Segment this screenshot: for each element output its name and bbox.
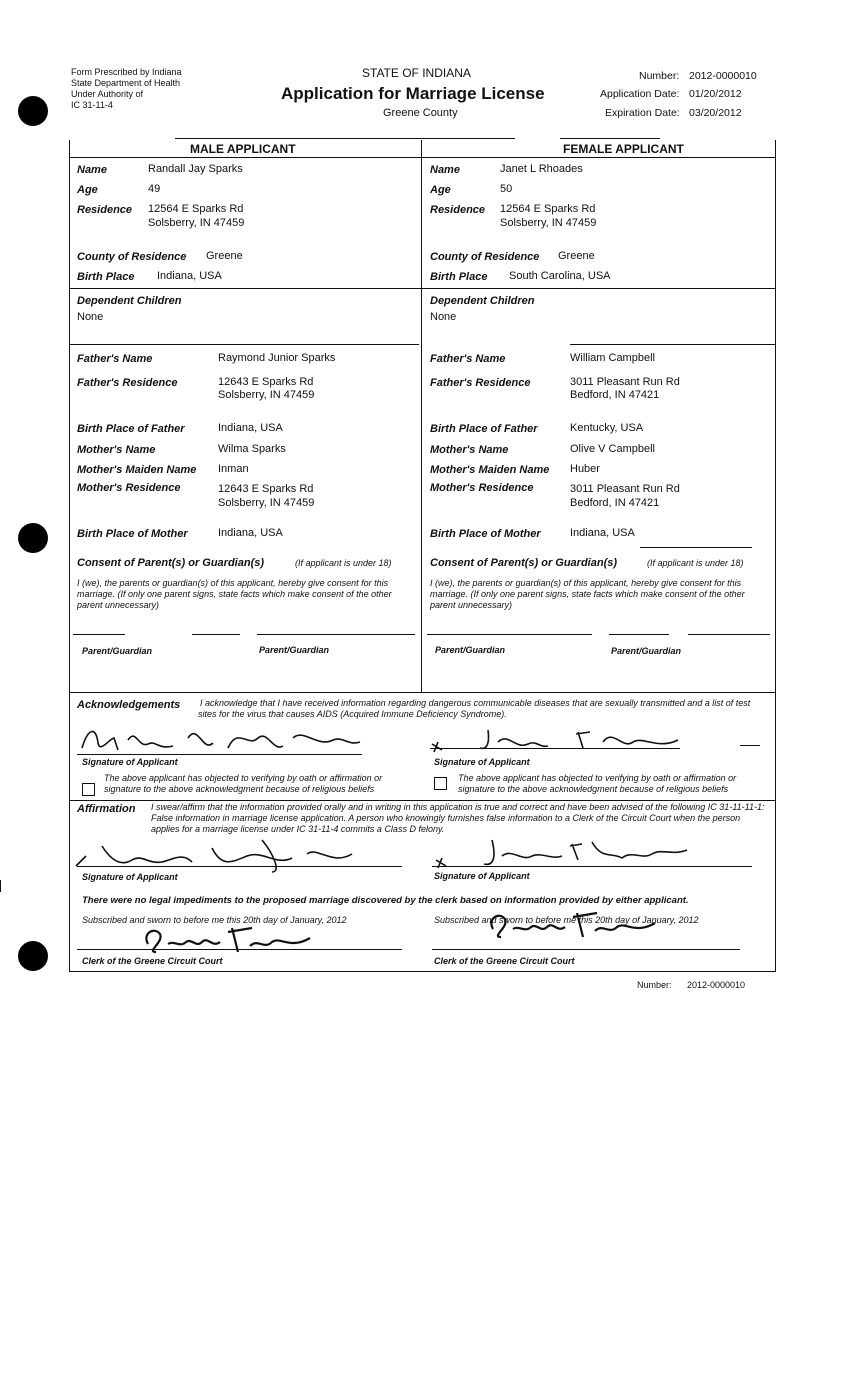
male-name-value: Randall Jay Sparks xyxy=(148,163,243,175)
female-parent-guardian-2: Parent/Guardian xyxy=(611,646,682,656)
male-father-res-line2: Solsberry, IN 47459 xyxy=(218,389,315,401)
prescribed-line: Form Prescribed by Indiana xyxy=(71,67,182,77)
male-father-res-line1: 12643 E Sparks Rd xyxy=(218,376,314,388)
male-birthplace-label: Birth Place xyxy=(77,271,135,283)
male-consent-text: I (we), the parents or guardian(s) of this applicant, hereby give consent for this marriage. (If only one parent signs, state facts which make consent of the other parent unnecessary) xyxy=(77,578,392,610)
ack-title: Acknowledgements xyxy=(77,699,181,711)
male-age-value: 49 xyxy=(148,183,161,195)
male-dependent-label: Dependent Children xyxy=(77,295,182,307)
female-mother-res-label: Mother's Residence xyxy=(430,482,534,494)
male-name-label: Name xyxy=(77,164,107,176)
female-ack-signature xyxy=(428,720,688,756)
male-mother-maiden-label: Mother's Maiden Name xyxy=(77,464,197,476)
footer-number-value: 2012-0000010 xyxy=(687,980,746,990)
female-subscribed-text: Subscribed and sworn to before me this 20th day of January, 2012 xyxy=(434,915,699,925)
male-affirmation-signature xyxy=(72,832,362,876)
female-bp-father-value: Kentucky, USA xyxy=(570,422,644,434)
expiration-date-value: 03/20/2012 xyxy=(689,107,742,119)
male-bp-father-label: Birth Place of Father xyxy=(77,423,185,435)
female-affirmation-sig-label: Signature of Applicant xyxy=(434,871,530,881)
punch-hole xyxy=(18,523,48,553)
male-county-value: Greene xyxy=(206,250,243,262)
male-bp-mother-value: Indiana, USA xyxy=(218,527,283,539)
ack-text: I acknowledge that I have received information regarding dangerous communicable diseases that are sexually transmitted and a list of test sites for the virus that causes AIDS (Acquired Immune Deficiency Syndrome). xyxy=(198,698,751,719)
prescribed-block xyxy=(71,67,182,111)
female-dependent-value: None xyxy=(430,311,457,323)
female-bp-mother-label: Birth Place of Mother xyxy=(430,528,541,540)
male-birthplace-value: Indiana, USA xyxy=(157,270,222,282)
male-objection-checkbox[interactable] xyxy=(82,783,95,796)
female-residence-line2: Solsberry, IN 47459 xyxy=(500,217,597,229)
prescribed-line: IC 31-11-4 xyxy=(71,100,113,110)
female-father-name-value: William Campbell xyxy=(570,352,655,364)
prescribed-line: State Department of Health xyxy=(71,78,181,88)
female-affirmation-signature xyxy=(432,830,692,874)
state-label: STATE OF INDIANA xyxy=(362,66,471,80)
female-residence-label: Residence xyxy=(430,204,486,216)
female-residence-line1: 12564 E Sparks Rd xyxy=(500,203,596,215)
female-parent-guardian-1: Parent/Guardian xyxy=(435,645,506,655)
female-name-value: Janet L Rhoades xyxy=(500,163,583,175)
male-father-res-label: Father's Residence xyxy=(77,377,178,389)
affirmation-text: I swear/affirm that the information provided orally and in writing in this application is true and correct and have been advised of the following IC 31-11-11-1: False information in marriage license application. A person who knowingly furnishes false information to a Clerk of the Circuit Court when the person applies for a marriage license under IC 31-11-4 commits a Class D felony. xyxy=(151,802,765,834)
female-father-name-label: Father's Name xyxy=(430,353,506,365)
male-consent-note: (If applicant is under 18) xyxy=(295,558,392,568)
male-subscribed-text: Subscribed and sworn to before me this 20th day of January, 2012 xyxy=(82,915,347,925)
number-value: 2012-0000010 xyxy=(689,70,757,82)
male-mother-res-label: Mother's Residence xyxy=(77,482,181,494)
female-mother-maiden-value: Huber xyxy=(570,463,600,475)
application-date-value: 01/20/2012 xyxy=(689,88,742,100)
expiration-date-label: Expiration Date: xyxy=(605,107,680,119)
male-mother-res-line1: 12643 E Sparks Rd xyxy=(218,483,314,495)
male-age-label: Age xyxy=(77,184,98,196)
male-dependent-value: None xyxy=(77,311,104,323)
county-label: Greene County xyxy=(383,107,458,119)
female-mother-name-value: Olive V Campbell xyxy=(570,443,655,455)
female-clerk-label: Clerk of the Greene Circuit Court xyxy=(434,956,575,966)
female-county-value: Greene xyxy=(558,250,595,262)
application-date-label: Application Date: xyxy=(600,88,680,100)
female-father-res-line2: Bedford, IN 47421 xyxy=(570,389,660,401)
female-county-label: County of Residence xyxy=(430,251,540,263)
male-residence-label: Residence xyxy=(77,204,133,216)
male-ack-sig-label: Signature of Applicant xyxy=(82,757,178,767)
female-mother-res-line2: Bedford, IN 47421 xyxy=(570,497,660,509)
female-consent-note: (If applicant is under 18) xyxy=(647,558,744,568)
footer-number-label: Number: xyxy=(637,980,672,990)
female-mother-maiden-label: Mother's Maiden Name xyxy=(430,464,550,476)
affirmation-title: Affirmation xyxy=(77,803,136,815)
punch-hole xyxy=(18,941,48,971)
male-residence-line1: 12564 E Sparks Rd xyxy=(148,203,244,215)
male-ack-signature xyxy=(78,718,368,758)
male-consent-label: Consent of Parent(s) or Guardian(s) xyxy=(77,557,265,569)
male-mother-name-value: Wilma Sparks xyxy=(218,443,286,455)
prescribed-line: Under Authority of xyxy=(71,89,144,99)
impediments-statement: There were no legal impediments to the proposed marriage discovered by the clerk based on information provided by either applicant. xyxy=(82,895,689,906)
female-clerk-signature xyxy=(485,905,665,945)
male-residence-line2: Solsberry, IN 47459 xyxy=(148,217,245,229)
male-objection-text: The above applicant has objected to verifying by oath or affirmation or signature to the above acknowledgment because of religious beliefs xyxy=(104,773,383,794)
male-father-name-label: Father's Name xyxy=(77,353,153,365)
female-bp-father-label: Birth Place of Father xyxy=(430,423,538,435)
female-birthplace-value: South Carolina, USA xyxy=(509,270,611,282)
male-mother-name-label: Mother's Name xyxy=(77,444,156,456)
female-applicant-header: FEMALE APPLICANT xyxy=(563,142,684,156)
female-dependent-label: Dependent Children xyxy=(430,295,535,307)
male-bp-mother-label: Birth Place of Mother xyxy=(77,528,188,540)
female-consent-text: I (we), the parents or guardian(s) of this applicant, hereby give consent for this marriage. (If only one parent signs, state facts which make consent of the other parent unnecessary) xyxy=(430,578,745,610)
female-bp-mother-value: Indiana, USA xyxy=(570,527,635,539)
female-ack-sig-label: Signature of Applicant xyxy=(434,757,530,767)
male-applicant-header: MALE APPLICANT xyxy=(190,142,296,156)
female-father-res-label: Father's Residence xyxy=(430,377,531,389)
male-affirmation-sig-label: Signature of Applicant xyxy=(82,872,178,882)
male-clerk-label: Clerk of the Greene Circuit Court xyxy=(82,956,223,966)
female-name-label: Name xyxy=(430,164,460,176)
male-parent-guardian-1: Parent/Guardian xyxy=(82,646,153,656)
male-parent-guardian-2: Parent/Guardian xyxy=(259,645,330,655)
female-birthplace-label: Birth Place xyxy=(430,271,488,283)
male-father-name-value: Raymond Junior Sparks xyxy=(218,352,336,364)
punch-hole xyxy=(18,96,48,126)
female-father-res-line1: 3011 Pleasant Run Rd xyxy=(570,376,680,388)
male-county-label: County of Residence xyxy=(77,251,187,263)
page-title: Application for Marriage License xyxy=(281,84,545,103)
male-clerk-signature xyxy=(140,920,320,960)
male-bp-father-value: Indiana, USA xyxy=(218,422,283,434)
female-mother-name-label: Mother's Name xyxy=(430,444,509,456)
female-consent-label: Consent of Parent(s) or Guardian(s) xyxy=(430,557,618,569)
female-mother-res-line1: 3011 Pleasant Run Rd xyxy=(570,483,680,495)
female-age-label: Age xyxy=(430,184,451,196)
male-mother-maiden-value: Inman xyxy=(218,463,249,475)
female-age-value: 50 xyxy=(500,183,513,195)
male-mother-res-line2: Solsberry, IN 47459 xyxy=(218,497,315,509)
number-label: Number: xyxy=(639,70,680,82)
female-objection-checkbox[interactable] xyxy=(434,777,447,790)
female-objection-text: The above applicant has objected to verifying by oath or affirmation or signature to the above acknowledgment because of religious beliefs xyxy=(458,773,737,794)
